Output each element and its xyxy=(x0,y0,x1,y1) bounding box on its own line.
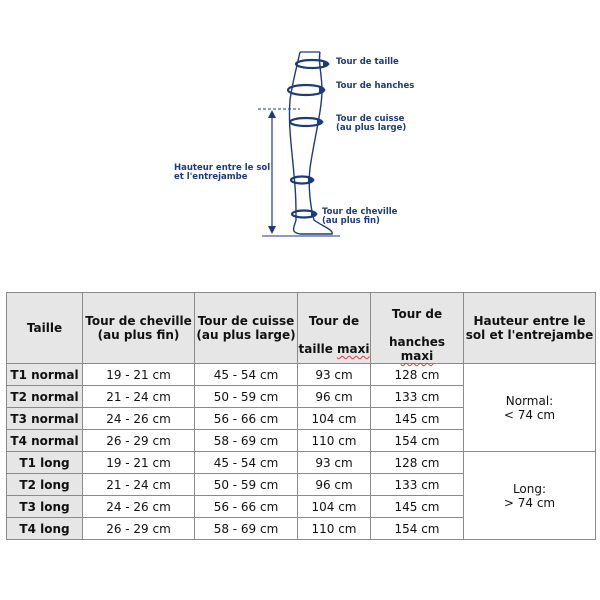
cell-thigh: 45 - 54 cm xyxy=(195,364,298,386)
cell-thigh: 56 - 66 cm xyxy=(195,496,298,518)
header-height: Hauteur entre le sol et l'entrejambe xyxy=(464,293,596,364)
cell-size: T2 normal xyxy=(7,386,83,408)
size-chart-table xyxy=(6,292,596,540)
label-height: Hauteur entre le sol et l'entrejambe xyxy=(174,163,271,182)
cell-size: T2 long xyxy=(7,474,83,496)
cell-ankle: 21 - 24 cm xyxy=(83,386,195,408)
height-arrow-down-icon xyxy=(268,226,276,234)
height-arrow-up-icon xyxy=(268,110,276,118)
cell-waist: 110 cm xyxy=(298,430,371,452)
cell-hips: 133 cm xyxy=(371,386,464,408)
cell-thigh: 50 - 59 cm xyxy=(195,386,298,408)
cell-height-normal: Normal: < 74 cm xyxy=(464,364,596,452)
table-row xyxy=(7,452,596,474)
cell-size: T3 normal xyxy=(7,408,83,430)
header-hips-line1: Tour de xyxy=(391,307,443,321)
cell-waist: 104 cm xyxy=(298,408,371,430)
measurement-diagram xyxy=(0,0,600,250)
label-ankle: Tour de cheville (au plus fin) xyxy=(322,207,398,226)
table-row xyxy=(7,364,596,386)
cell-waist: 93 cm xyxy=(298,364,371,386)
cell-size: T3 long xyxy=(7,496,83,518)
label-waist: Tour de taille xyxy=(336,57,399,67)
label-thigh: Tour de cuisse (au plus large) xyxy=(336,114,407,133)
cell-ankle: 24 - 26 cm xyxy=(83,496,195,518)
header-hips-line2: hanches xyxy=(388,335,446,349)
cell-thigh: 56 - 66 cm xyxy=(195,408,298,430)
header-waist-maxi: maxi xyxy=(337,342,370,356)
cell-ankle: 19 - 21 cm xyxy=(83,364,195,386)
cell-ankle: 26 - 29 cm xyxy=(83,518,195,540)
header-waist xyxy=(298,293,371,364)
header-hips-maxi: maxi xyxy=(400,349,434,363)
cell-height-long: Long: > 74 cm xyxy=(464,452,596,540)
header-size: Taille xyxy=(7,293,83,364)
cell-thigh: 50 - 59 cm xyxy=(195,474,298,496)
cell-ankle: 21 - 24 cm xyxy=(83,474,195,496)
cell-ankle: 24 - 26 cm xyxy=(83,408,195,430)
cell-thigh: 58 - 69 cm xyxy=(195,518,298,540)
cell-size: T4 long xyxy=(7,518,83,540)
cell-waist: 93 cm xyxy=(298,452,371,474)
cell-waist: 110 cm xyxy=(298,518,371,540)
header-ankle: Tour de cheville (au plus fin) xyxy=(83,293,195,364)
cell-hips: 128 cm xyxy=(371,364,464,386)
cell-size: T1 long xyxy=(7,452,83,474)
cell-ankle: 19 - 21 cm xyxy=(83,452,195,474)
cell-thigh: 45 - 54 cm xyxy=(195,452,298,474)
cell-waist: 104 cm xyxy=(298,496,371,518)
label-hips: Tour de hanches xyxy=(336,81,415,91)
header-hips xyxy=(371,293,464,364)
cell-waist: 96 cm xyxy=(298,474,371,496)
header-thigh: Tour de cuisse (au plus large) xyxy=(195,293,298,364)
leg-diagram-svg xyxy=(0,0,600,250)
hips-ellipse xyxy=(288,85,324,95)
cell-hips: 145 cm xyxy=(371,408,464,430)
cell-ankle: 26 - 29 cm xyxy=(83,430,195,452)
cell-hips: 154 cm xyxy=(371,430,464,452)
table-header-row xyxy=(7,293,596,364)
cell-hips: 145 cm xyxy=(371,496,464,518)
cell-hips: 128 cm xyxy=(371,452,464,474)
header-waist-line1: Tour de xyxy=(308,314,360,328)
cell-hips: 154 cm xyxy=(371,518,464,540)
cell-thigh: 58 - 69 cm xyxy=(195,430,298,452)
cell-size: T4 normal xyxy=(7,430,83,452)
cell-waist: 96 cm xyxy=(298,386,371,408)
cell-size: T1 normal xyxy=(7,364,83,386)
cell-hips: 133 cm xyxy=(371,474,464,496)
header-waist-line2: taille xyxy=(298,342,338,356)
